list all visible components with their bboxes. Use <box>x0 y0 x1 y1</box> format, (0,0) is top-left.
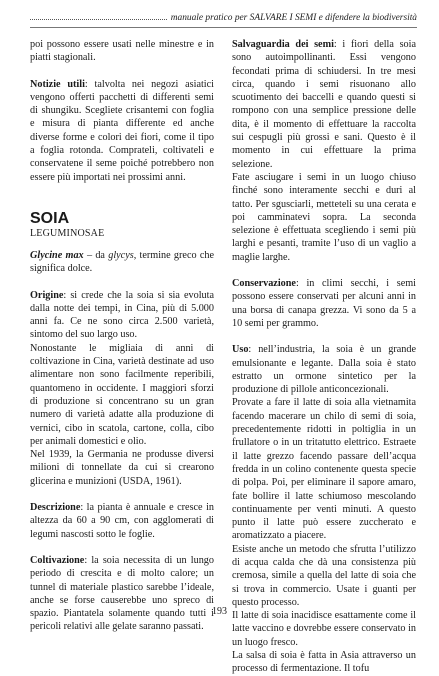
paragraph: Il latte di soia inacidisce esattamente come il latte vaccino e dovrebbe essere conservato in un luogo fresco. <box>232 610 416 648</box>
section-family: LEGUMINOSAE <box>30 227 105 239</box>
section-title: SOIA <box>30 209 70 227</box>
page-number: 193 <box>212 606 227 617</box>
species-name: Glycine max <box>30 249 84 261</box>
paragraph: Fate asciugare i semi in un luogo chiuso finché sono interamente secchi e duri al tatto. Per sgusciarli, metteteli su una cerata e poi camminatevi sopra. La seconda selezione è effettuata scegliendo i semi più larghi e pesanti, tramite l’uso di un vaglio a maglie larghe. <box>232 171 416 263</box>
paragraph: Nel 1939, la Germania ne produsse diversi milioni di tonnellate da cui si crearono glicerina e munizioni (USDA, 1961). <box>30 449 214 487</box>
paragraph-notizie-utili: Notizie utili: talvolta nei negozi asiatici vengono offerti pacchetti di differenti semi di shungiku. Scegliete crisantemi con foglia e misura di pianta differente ed anche diverse forme e colori dei fiori, come il tipo a foglia rotonda. Comprateli, coltivateli e conservatene il seme poiché potrebbero non essere più importati nei prossimi anni. <box>30 78 214 183</box>
paragraph-label: Salvaguardia dei semi <box>232 39 334 50</box>
running-header <box>30 12 417 28</box>
paragraph: La salsa di soia è fatta in Asia attraverso un processo di fermentazione. Il tofu <box>232 650 416 675</box>
paragraph-label: Uso <box>232 344 249 356</box>
paragraph: poi possono essere usati nelle minestre e in piatti stagionali. <box>30 39 214 64</box>
header-dotted-leader <box>30 12 167 20</box>
paragraph: Nonostante le migliaia di anni di coltivazione in Cina, varietà destinate ad uso alimentare non sono facilmente reperibili, quantomeno in occidente. I maggiori sforzi di produzione si concentrano su un gran numero di varietà adatte alla produzione di vernici, cibo in scatola, cartone, colla, cibo per animali domestici e olio. <box>30 342 214 447</box>
paragraph-coltivazione: Coltivazione: la soia necessita di un lungo periodo di crescita e di molto calore; un tunnel di materiale plastico sarebbe l’ideale, anche se forse causerebbe uno spreco di spazio. Piantatela solamente quando tutti i pericoli relativi alle gelate saranno passati. <box>30 554 214 633</box>
paragraph-etymology: Glycine max – da glycys, termine greco che significa dolce. <box>30 249 214 275</box>
left-column <box>30 38 214 676</box>
right-column <box>232 38 416 676</box>
paragraph: Provate a fare il latte di soia alla vietnamita facendo macerare un chilo di semi di soia, precedentemente ridotti in poltiglia in un frullatore o in un tritatutto elettrico. Estraete il latte grezzo facendo passare dell’acqua fredda in un colino contenente questa specie di polpa. Poi, per eliminare il sapore amaro, fate bollire il latte schiumoso mescolando continuamente per venti minuti. A questo punto il latte può essere zuccherato e aromatizzato a piacere. <box>232 397 416 542</box>
paragraph: Esiste anche un metodo che sfrutta l’utilizzo di acqua calda che dà una consistenza più cremosa, simile a quella del latte di soia che si trova in commercio. Usate i guanti per questo processo. <box>232 543 416 608</box>
paragraph-label: Notizie utili <box>30 78 85 90</box>
paragraph-descrizione: Descrizione: la pianta è annuale e cresce in altezza da 60 a 90 cm, con agglomerati di legumi nascosti sotto le foglie. <box>30 502 214 540</box>
paragraph-salvaguardia: Salvaguardia dei semi: i fiori della soia sono autoimpollinanti. Essi vengono fecondati prima di schiudersi. In tre mesi circa, quando i semi risuonano allo scuotimento dei baccelli e quando questi si rompono con una semplice pressione delle dita, è il momento di effettuare la raccolta sui cespugli più grossi e sani. Questo è il momento in cui effettuare la prima selezione. <box>232 39 416 170</box>
two-column-body <box>30 38 416 676</box>
paragraph-label: Conservazione <box>232 278 296 290</box>
paragraph-uso: Uso: nell’industria, la soia è un grande emulsionante e legante. Dalla soia è stato estratto un ormone sintetico per la produzione di pillole anticoncezionali. <box>232 344 416 396</box>
paragraph-origine: Origine: si crede che la soia si sia evoluta dalla notte dei tempi, in Cina, più di 5.000 anni fa. Ce ne sono circa 2.500 varietà, sintomo del suo largo uso. <box>30 289 214 341</box>
paragraph-label: Origine <box>30 289 64 301</box>
running-title: manuale pratico per SALVARE I SEMI e difendere la biodiversità <box>170 13 417 23</box>
paragraph-label: Descrizione <box>30 502 81 514</box>
paragraph-conservazione: Conservazione: in climi secchi, i semi possono essere conservati per alcuni anni in una borsa di canapa grezza. Vi sono da 5 a 10 semi per grammo. <box>232 278 416 329</box>
paragraph-label: Coltivazione <box>30 554 85 566</box>
